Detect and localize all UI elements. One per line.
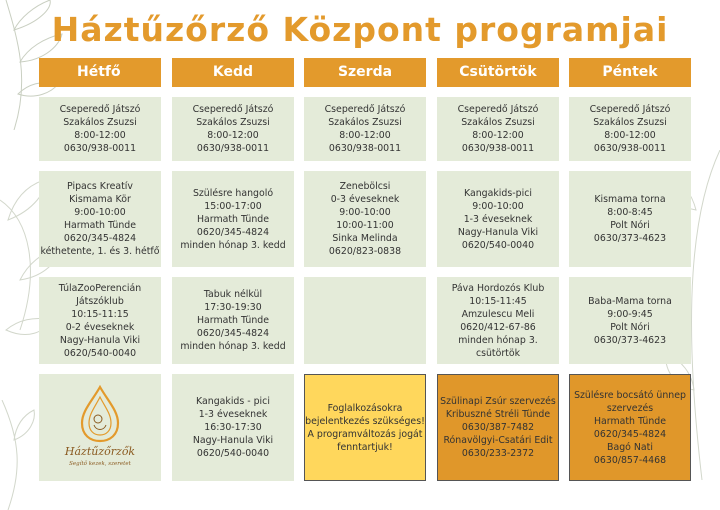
program-cell: Cseperedő Játszó Szakálos Zsuzsi 8:00-12:00 0630/938-0011 bbox=[39, 97, 161, 161]
page-title: Háztűzőrző Központ programjai bbox=[51, 10, 669, 49]
program-cell: Kangakids-pici 9:00-10:00 1-3 éveseknek Nagy-Hanula Viki 0620/540-0040 bbox=[437, 171, 559, 267]
day-header-hetfo: Hétfő bbox=[39, 58, 161, 87]
program-cell: Cseperedő Játszó Szakálos Zsuzsi 8:00-12:00 0630/938-0011 bbox=[304, 97, 426, 161]
program-cell: Páva Hordozós Klub 10:15-11:45 Amzulescu Meli 0620/412-67-86 minden hónap 3. csütörtök bbox=[437, 277, 559, 364]
day-header-kedd: Kedd bbox=[172, 58, 294, 87]
day-header-pentek: Péntek bbox=[569, 58, 691, 87]
program-cell: Baba-Mama torna 9:00-9:45 Polt Nóri 0630/373-4623 bbox=[569, 277, 691, 364]
logo-cell bbox=[39, 374, 161, 481]
program-cell: Szülésre hangoló 15:00-17:00 Harmath Tünde 0620/345-4824 minden hónap 3. kedd bbox=[172, 171, 294, 267]
program-cell: Cseperedő Játszó Szakálos Zsuzsi 8:00-12:00 0630/938-0011 bbox=[569, 97, 691, 161]
logo-tagline: Segítő kezek, szeretet bbox=[69, 460, 131, 467]
program-cell: Cseperedő Játszó Szakálos Zsuzsi 8:00-12:00 0630/938-0011 bbox=[172, 97, 294, 161]
program-cell: Tabuk nélkül 17:30-19:30 Harmath Tünde 0620/345-4824 minden hónap 3. kedd bbox=[172, 277, 294, 364]
leaf-decoration-bottom-left bbox=[0, 400, 40, 510]
program-cell: Cseperedő Játszó Szakálos Zsuzsi 8:00-12:00 0630/938-0011 bbox=[437, 97, 559, 161]
day-header-szerda: Szerda bbox=[304, 58, 426, 87]
program-cell: Zenebölcsi 0-3 éveseknek 9:00-10:00 10:00-11:00 Sinka Melinda 0620/823-0838 bbox=[304, 171, 426, 267]
notice-cell: Foglalkozásokra bejelentkezés szükséges! A programváltozás jogát fenntartjuk! bbox=[304, 374, 426, 481]
logo-drop-icon bbox=[78, 385, 122, 443]
day-header-csutortok: Csütörtök bbox=[437, 58, 559, 87]
empty-cell bbox=[304, 277, 426, 364]
program-cell: Pipacs Kreatív Kismama Kör 9:00-10:00 Harmath Tünde 0620/345-4824 kéthetente, 1. és 3. hétfő bbox=[39, 171, 161, 267]
logo-name: Háztűzőrzők bbox=[64, 444, 136, 458]
program-cell: Kangakids - pici 1-3 éveseknek 16:30-17:30 Nagy-Hanula Viki 0620/540-0040 bbox=[172, 374, 294, 481]
program-cell: TúlaZooPerencián Játszóklub 10:15-11:15 0-2 éveseknek Nagy-Hanula Viki 0620/540-0040 bbox=[39, 277, 161, 364]
program-cell: Kismama torna 8:00-8:45 Polt Nóri 0630/373-4623 bbox=[569, 171, 691, 267]
service-cell: Szülinapi Zsúr szervezés Kribuszné Stréli Tünde 0630/387-7482 Rónavölgyi-Csatári Edit 0630/233-2372 bbox=[437, 374, 559, 481]
service-cell: Szülésre bocsátó ünnep szervezés Harmath Tünde 0620/345-4824 Bagó Nati 0630/857-4468 bbox=[569, 374, 691, 481]
